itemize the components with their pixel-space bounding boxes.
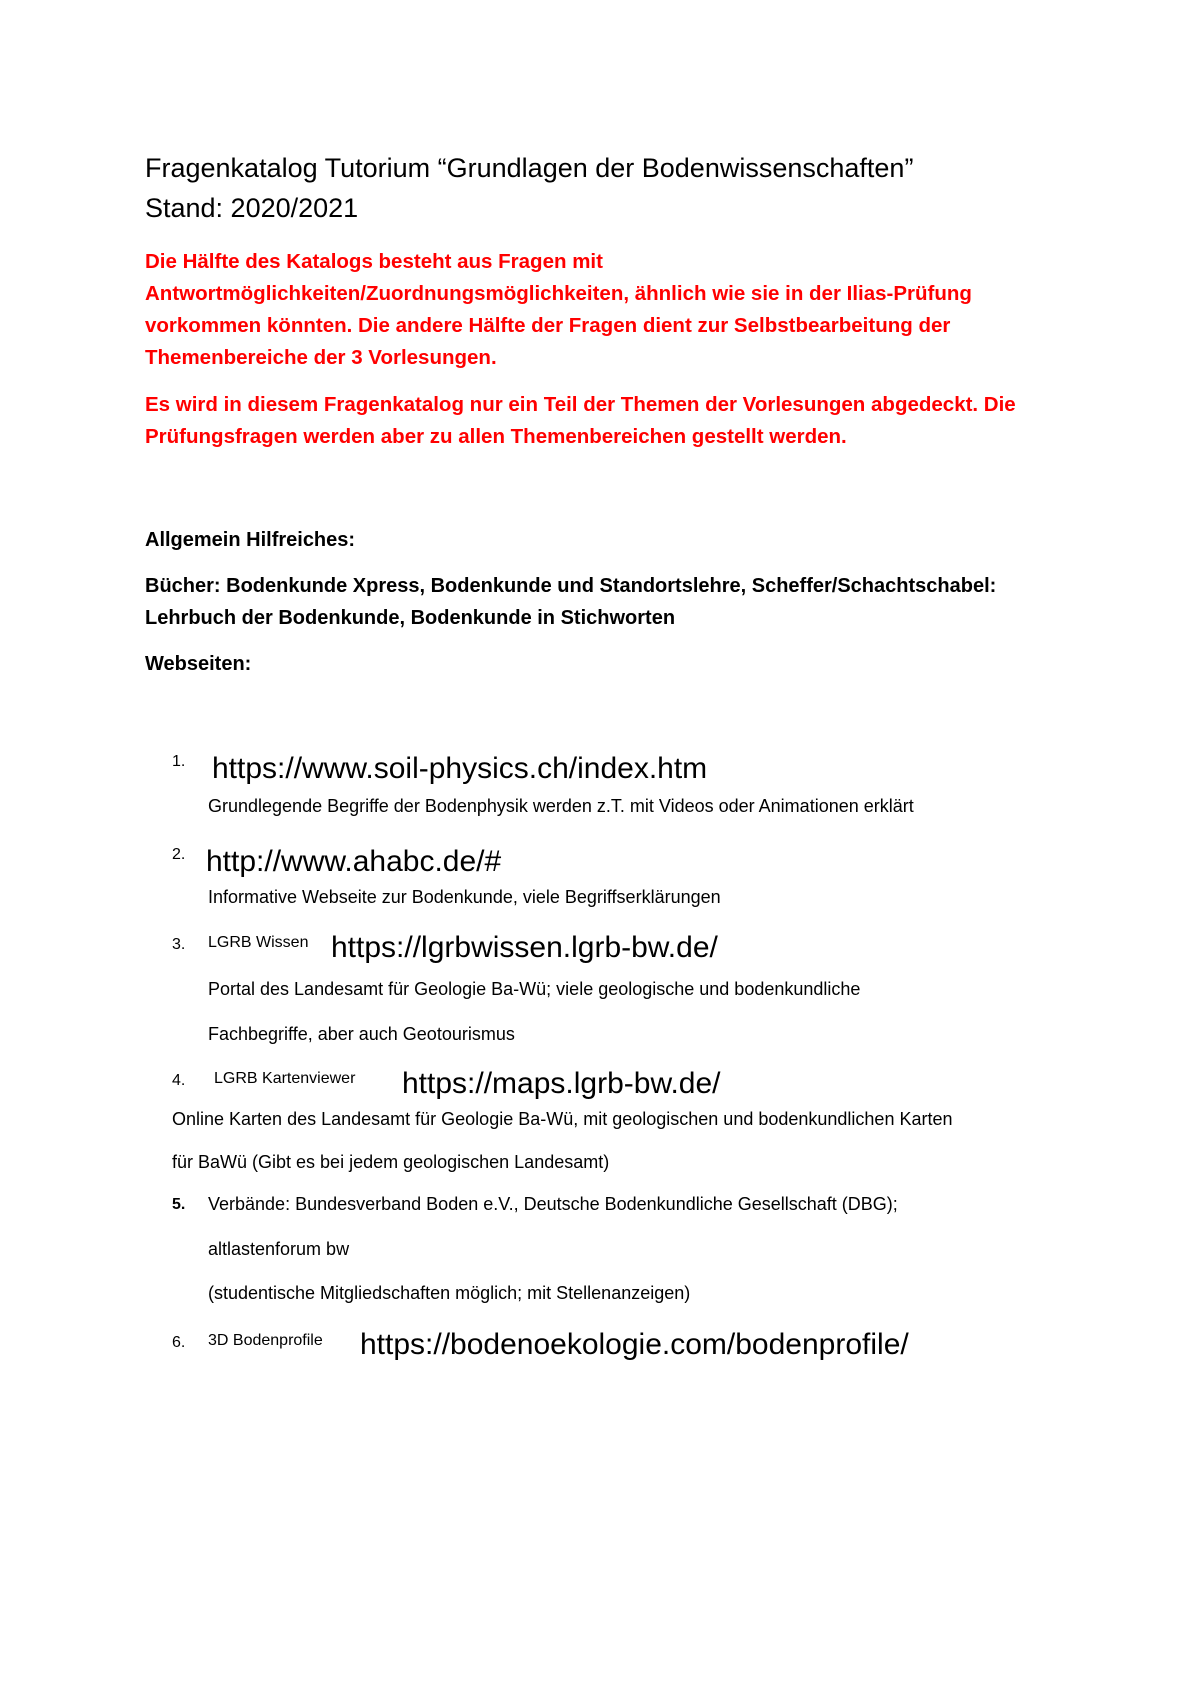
list-number: 6. [172,1334,186,1351]
books-line: Bücher: Bodenkunde Xpress, Bodenkunde und Standortslehre, Scheffer/Schachtschabel: [145,575,997,597]
notice-line: vorkommen könnten. Die andere Hälfte der Fragen dient zur Selbstbearbeitung der [145,314,951,337]
list-item-description: für BaWü (Gibt es bei jedem geologischen Landesamt) [172,1152,610,1172]
list-item-description: Portal des Landesamt für Geologie Ba-Wü; viele geologische und bodenkundliche [208,979,861,999]
notice-line: Antwortmöglichkeiten/Zuordnungsmöglichkeiten, ähnlich wie sie in der Ilias-Prüfung [145,282,972,305]
notice-line: Die Hälfte des Katalogs besteht aus Fragen mit [145,250,603,273]
website-link[interactable]: https://www.soil-physics.ch/index.htm [212,752,708,785]
website-link[interactable]: http://www.ahabc.de/# [206,845,502,878]
list-item-description: Fachbegriffe, aber auch Geotourismus [208,1024,515,1044]
document-subtitle: Stand: 2020/2021 [145,193,359,223]
list-item-description: Grundlegende Begriffe der Bodenphysik werden z.T. mit Videos oder Animationen erklärt [208,796,914,816]
list-number: 5. [172,1196,186,1213]
help-heading: Allgemein Hilfreiches: [145,529,356,551]
website-link[interactable]: https://maps.lgrb-bw.de/ [402,1067,721,1100]
books-line: Lehrbuch der Bodenkunde, Bodenkunde in Stichworten [145,607,676,629]
list-item-label: LGRB Wissen [208,934,309,951]
list-number: 3. [172,936,186,953]
list-item-label: LGRB Kartenviewer [214,1070,356,1087]
notice-line: Prüfungsfragen werden aber zu allen Themenbereichen gestellt werden. [145,425,847,448]
list-item-text: Verbände: Bundesverband Boden e.V., Deutsche Bodenkundliche Gesellschaft (DBG); [208,1194,898,1214]
list-number: 2. [172,846,186,863]
list-number: 1. [172,753,186,770]
website-link[interactable]: https://lgrbwissen.lgrb-bw.de/ [331,931,718,964]
list-item-text: altlastenforum bw [208,1239,350,1259]
notice-line: Es wird in diesem Fragenkatalog nur ein Teil der Themen der Vorlesungen abgedeckt. Die [145,393,1016,416]
list-number: 4. [172,1072,186,1089]
document-title: Fragenkatalog Tutorium “Grundlagen der Bodenwissenschaften” [145,153,914,183]
list-item-description: Online Karten des Landesamt für Geologie Ba-Wü, mit geologischen und bodenkundlichen Karten [172,1109,953,1129]
notice-line: Themenbereiche der 3 Vorlesungen. [145,346,497,369]
list-item-label: 3D Bodenprofile [208,1332,323,1349]
websites-heading: Webseiten: [145,653,252,675]
list-item-description: Informative Webseite zur Bodenkunde, viele Begriffserklärungen [208,887,721,907]
website-link[interactable]: https://bodenoekologie.com/bodenprofile/ [360,1328,909,1361]
list-item-text: (studentische Mitgliedschaften möglich; mit Stellenanzeigen) [208,1283,691,1303]
